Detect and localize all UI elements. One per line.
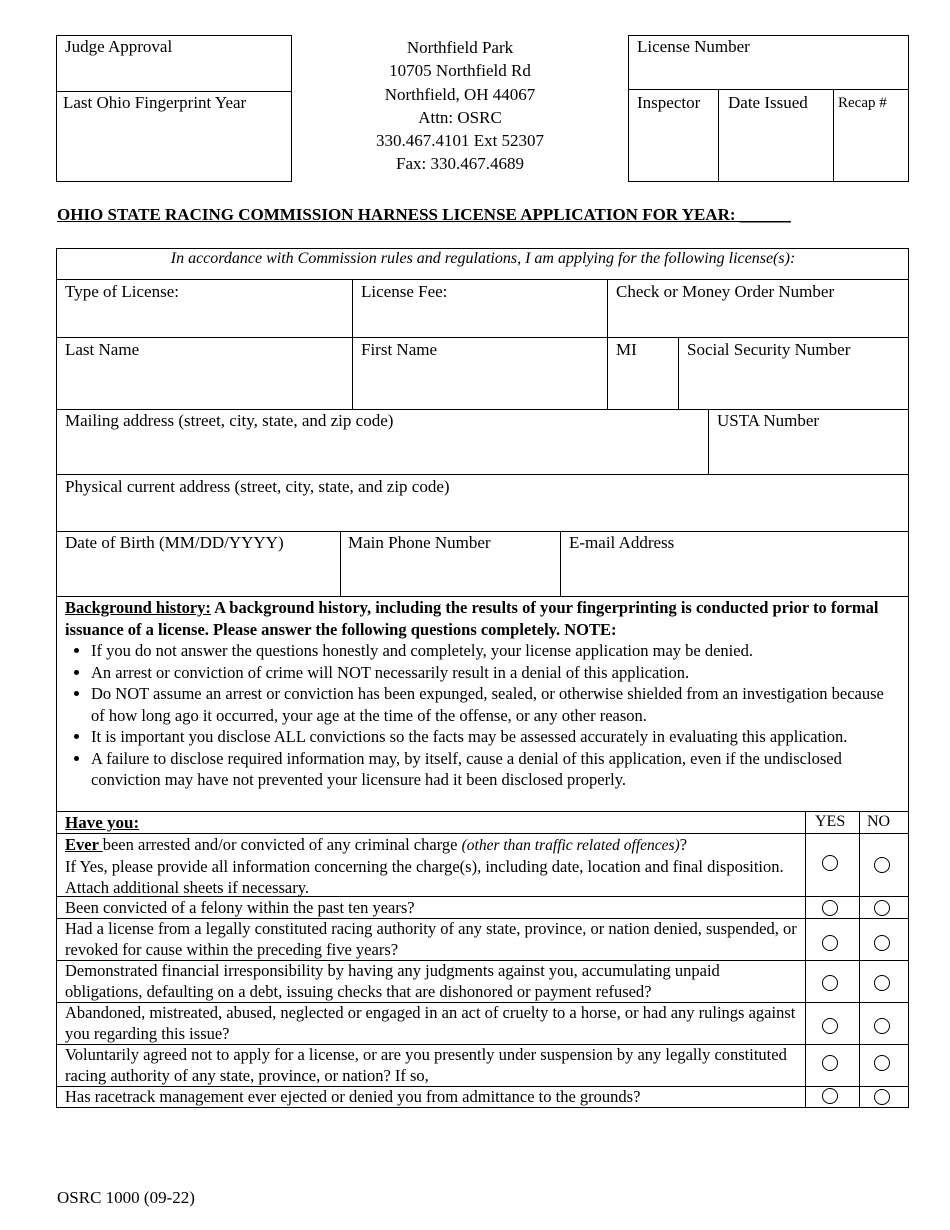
usta-number-field[interactable]: USTA Number: [717, 411, 820, 430]
form-code: OSRC 1000 (09-22): [57, 1188, 195, 1207]
bullet-item: • If you do not answer the questions honestly and completely, your license application may be denied.: [91, 640, 900, 662]
q5-yes-radio[interactable]: [822, 1018, 838, 1034]
judge-approval-label: Judge Approval: [65, 37, 173, 56]
recap-label: Recap #: [838, 95, 887, 111]
phone-field[interactable]: Main Phone Number: [348, 533, 491, 552]
background-history: [65, 597, 900, 791]
first-name-field[interactable]: First Name: [361, 340, 438, 359]
q2-no-radio[interactable]: [874, 900, 890, 916]
q3-no-radio[interactable]: [874, 935, 890, 951]
question-1: Ever been arrested and/or convicted of any criminal charge (other than traffic related offences)? If Yes, please provide all information concerning the charge(s), including date, location and final disposition. Attach additional sheets if necessary.: [65, 835, 784, 897]
license-fee-field[interactable]: License Fee:: [361, 282, 448, 301]
physical-address-field[interactable]: Physical current address (street, city, state, and zip code): [65, 477, 450, 496]
fingerprint-year-label: Last Ohio Fingerprint Year: [63, 93, 247, 112]
ssn-field[interactable]: Social Security Number: [687, 340, 851, 359]
q7-yes-radio[interactable]: [822, 1088, 838, 1104]
question-4: Demonstrated financial irresponsibility by having any judgments against you, accumulating unpaid obligations, defaulting on a debt, issuing checks that are dishonored or payment refused?: [65, 961, 720, 1001]
background-intro: A background history, including the results of your fingerprinting is conducted prior to formal issuance of a license. Please answer the following questions completely. NOTE:: [65, 598, 879, 639]
last-name-field[interactable]: Last Name: [65, 340, 140, 359]
question-7: Has racetrack management ever ejected or denied you from admittance to the grounds?: [65, 1087, 641, 1106]
no-header: NO: [867, 813, 891, 830]
yes-header: YES: [815, 813, 846, 830]
inspector-label: Inspector: [637, 93, 701, 112]
q3-yes-radio[interactable]: [822, 935, 838, 951]
q6-no-radio[interactable]: [874, 1055, 890, 1071]
bullet-item: • It is important you disclose ALL convictions so the facts may be assessed accurately in evaluating this application.: [91, 726, 900, 748]
mailing-address-field[interactable]: Mailing address (street, city, state, and zip code): [65, 411, 394, 430]
type-of-license-field[interactable]: Type of License:: [65, 282, 179, 301]
q1-yes-radio[interactable]: [822, 855, 838, 871]
question-6: Voluntarily agreed not to apply for a license, or are you presently under suspension by any legally constituted racing authority of any state, province, or nation? If so,: [65, 1045, 787, 1085]
q7-no-radio[interactable]: [874, 1089, 890, 1105]
office-address: Northfield Park 10705 Northfield Rd Northfield, OH 44067 Attn: OSRC 330.467.4101 Ext 52307 Fax: 330.467.4689: [375, 38, 545, 174]
q6-yes-radio[interactable]: [822, 1055, 838, 1071]
question-3: Had a license from a legally constituted racing authority of any state, province, or nation denied, suspended, or revoked for cause within the preceding five years?: [65, 919, 797, 959]
bullet-item: • Do NOT assume an arrest or conviction has been expunged, sealed, or otherwise shielded from an investigation because of how long ago it occurred, your age at the time of the offense, or any other reason.: [91, 683, 900, 726]
form-title: OHIO STATE RACING COMMISSION HARNESS LICENSE APPLICATION FOR YEAR: ______: [57, 205, 791, 224]
bullet-item: • A failure to disclose required information may, by itself, cause a denial of this application, even if the undisclosed conviction may have not prevented your licensure had it been disclosed properly.: [91, 748, 900, 791]
bullet-item: • An arrest or conviction of crime will NOT necessarily result in a denial of this application.: [91, 662, 900, 684]
intro-text: In accordance with Commission rules and regulations, I am applying for the following license(s):: [170, 250, 796, 267]
q1-no-radio[interactable]: [874, 857, 890, 873]
q4-yes-radio[interactable]: [822, 975, 838, 991]
q4-no-radio[interactable]: [874, 975, 890, 991]
dob-field[interactable]: Date of Birth (MM/DD/YYYY): [65, 533, 284, 552]
question-2: Been convicted of a felony within the past ten years?: [65, 898, 415, 917]
middle-initial-field[interactable]: MI: [616, 340, 637, 359]
license-number-label: License Number: [637, 37, 750, 56]
email-field[interactable]: E-mail Address: [569, 533, 675, 552]
question-5: Abandoned, mistreated, abused, neglected or engaged in an act of cruelty to a horse, or had any rulings against you regarding this issue?: [65, 1003, 796, 1043]
have-you-label: Have you:: [65, 813, 140, 832]
background-heading: Background history:: [65, 598, 211, 617]
check-number-field[interactable]: Check or Money Order Number: [616, 282, 835, 301]
date-issued-label: Date Issued: [728, 93, 808, 112]
q5-no-radio[interactable]: [874, 1018, 890, 1034]
q2-yes-radio[interactable]: [822, 900, 838, 916]
